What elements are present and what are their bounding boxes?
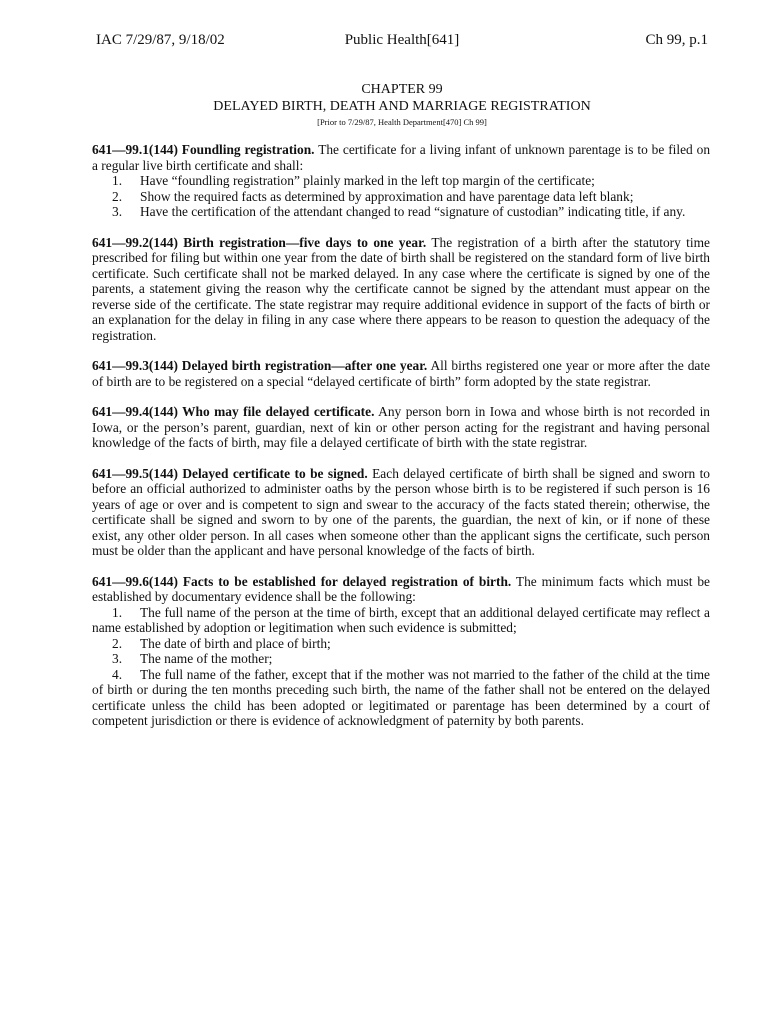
header-date: IAC 7/29/87, 9/18/02: [96, 32, 225, 48]
rule-paragraph: [92, 404, 710, 451]
list-item: [92, 651, 710, 667]
list-item-text: Have the certification of the attendant changed to read “signature of custodian” indicating title, if any.: [140, 204, 686, 219]
list-item-text: The full name of the person at the time of birth, except that an additional delayed certificate may reflect a name established by adoption or legitimation when such evidence is submitted;: [92, 604, 710, 635]
list-item: [92, 667, 710, 729]
header-title: Public Health[641]: [344, 32, 460, 48]
rule-99-6: [92, 574, 710, 729]
list-item: [92, 173, 710, 189]
rule-text: The minimum facts which must be established by documentary evidence shall be the following:: [92, 573, 710, 604]
rule-99-5: [92, 466, 710, 559]
rule-99-3: [92, 358, 710, 389]
rule-heading: 641—99.1(144) Foundling registration.: [92, 142, 315, 157]
rule-text: Any person born in Iowa and whose birth is not recorded in Iowa, or the person’s parent, guardian, next of kin or other person acting for the registrant and having personal knowledge of the facts of birth, may file a delayed certificate of birth with the state registrar.: [92, 404, 710, 450]
list-item: [92, 204, 710, 220]
chapter-title: DELAYED BIRTH, DEATH AND MARRIAGE REGISTRATION: [213, 99, 591, 114]
list-item-number: 1.: [112, 173, 123, 188]
list-item-number: 3.: [112, 204, 123, 219]
rule-heading: 641—99.2(144) Birth registration—five days to one year.: [92, 234, 427, 250]
chapter-history-note: [Prior to 7/29/87, Health Department[470] Ch 99]: [317, 117, 487, 127]
rule-heading: 641—99.3(144) Delayed birth registration—after one year.: [92, 358, 428, 373]
list-item-number: 2.: [112, 188, 123, 204]
rule-99-2: [92, 235, 710, 344]
rule-paragraph: [92, 142, 710, 173]
rule-paragraph: [92, 358, 710, 389]
rule-99-4: [92, 404, 710, 451]
chapter-title-block: [96, 82, 708, 128]
rules-body: [92, 142, 710, 744]
rule-heading: 641—99.6(144) Facts to be established for delayed registration of birth.: [92, 573, 512, 589]
rule-text: The registration of a birth after the statutory time prescribed for filing but within one year from the date of birth shall be registered on the standard form of live birth certificate. Such certificate shall not be marked delayed. In any case where the certificate is signed by one of the parents, a statement giving the reason why the certificate cannot be signed by the attendant must appear on the reverse side of the certificate. The state registrar may require additional evidence in support of the facts of birth or an explanation for the delay in filing in any case where there appears to be reason to question the adequacy of the registration.: [92, 234, 710, 343]
list-item-text: The date of birth and place of birth;: [140, 635, 331, 651]
list-item-text: Show the required facts as determined by approximation and have parentage data left blank;: [140, 188, 634, 204]
rule-paragraph: [92, 235, 710, 344]
list-item-number: 1.: [112, 604, 123, 620]
list-item-number: 2.: [112, 635, 123, 651]
rule-text: Each delayed certificate of birth shall be signed and sworn to before an official authorized to administer oaths by the person whose birth is to be registered if such person is 16 years of age or over and is competent to sign and swear to the accuracy of the facts stated therein; otherwise, the certificate shall be signed and sworn to by one of the parents, the guardian, the next of kin, or if none of these exist, any other older person. In all cases when someone other than the applicant signs the certificate, such person must be older than the applicant and have personal knowledge of the facts of birth.: [92, 465, 710, 558]
chapter-number: CHAPTER 99: [361, 82, 443, 97]
rule-heading: 641—99.4(144) Who may file delayed certificate.: [92, 404, 375, 419]
list-item: [92, 636, 710, 652]
list-item-text: The full name of the father, except that if the mother was not married to the father of the child at the time of birth or during the ten months preceding such birth, the name of the father shall not be entered on the delayed certificate unless the child has been adopted or legitimated or parentage has been determined by a court of competent jurisdiction or there is evidence of acknowledgment of paternity by both parents.: [92, 666, 710, 728]
rule-paragraph: [92, 466, 710, 559]
page-header: [96, 30, 708, 50]
list-item-text: Have “foundling registration” plainly marked in the left top margin of the certificate;: [140, 173, 595, 188]
rule-text: The certificate for a living infant of unknown parentage is to be filed on a regular live birth certificate and shall:: [92, 142, 711, 173]
rule-99-1: [92, 142, 710, 220]
rule-text: All births registered one year or more after the date of birth are to be registered on a special “delayed certificate of birth” form adopted by the state registrar.: [92, 358, 711, 389]
rule-heading: 641—99.5(144) Delayed certificate to be signed.: [92, 465, 368, 481]
list-item: [92, 605, 710, 636]
list-item: [92, 189, 710, 205]
list-item-number: 4.: [112, 666, 123, 682]
list-item-number: 3.: [112, 651, 123, 666]
list-item-text: The name of the mother;: [140, 651, 273, 666]
rule-paragraph: [92, 574, 710, 605]
header-page-number: Ch 99, p.1: [645, 32, 708, 48]
